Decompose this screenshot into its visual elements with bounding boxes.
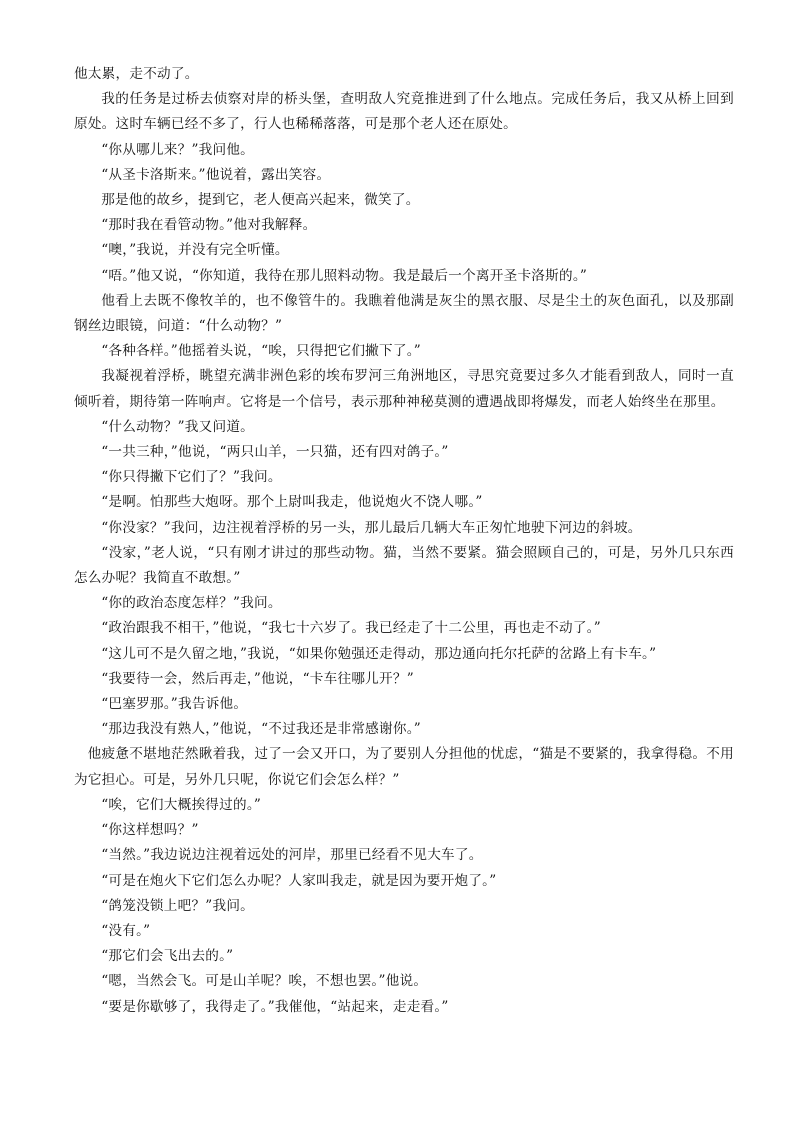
paragraph: “唔。”他又说，“你知道，我待在那儿照料动物。我是最后一个离开圣卡洛斯的。” bbox=[101, 267, 588, 284]
paragraph: “那时我在看管动物。”他对我解释。 bbox=[101, 217, 317, 234]
paragraph: “当然。”我边说边注视着远处的河岸，那里已经看不见大车了。 bbox=[101, 847, 483, 864]
paragraph: “那它们会飞出去的。” bbox=[101, 948, 234, 965]
paragraph: “没家，”老人说，“只有刚才讲过的那些动物。猫，当然不要紧。猫会照顾自己的，可是，另外几只东西怎么办呢？我简直不敢想。” bbox=[74, 544, 734, 587]
paragraph: “要是你歇够了，我得走了。”我催他，“站起来，走走看。” bbox=[101, 998, 449, 1015]
paragraph: “是啊。怕那些大炮呀。那个上尉叫我走，他说炮火不饶人哪。” bbox=[101, 494, 483, 511]
paragraph: “巴塞罗那。”我告诉他。 bbox=[101, 696, 248, 713]
paragraph: 他看上去既不像牧羊的，也不像管牛的。我瞧着他满是灰尘的黑衣服、尽是尘土的灰色面孔，以及那副钢丝边眼镜，问道：“什么动物？” bbox=[74, 292, 734, 335]
paragraph: “一共三种，”他说，“两只山羊，一只猫，还有四对鸽子。” bbox=[101, 444, 449, 461]
paragraph: 他疲惫不堪地茫然瞅着我，过了一会又开口，为了要别人分担他的忧虑，“猫是不要紧的，我拿得稳。不用为它担心。可是，另外几只呢，你说它们会怎么样？” bbox=[74, 746, 734, 788]
paragraph: “从圣卡洛斯来。”他说着，露出笑容。 bbox=[101, 166, 331, 183]
paragraph: “你从哪儿来？”我问他。 bbox=[101, 141, 255, 158]
paragraph: “可是在炮火下它们怎么办呢？人家叫我走，就是因为要开炮了。” bbox=[101, 872, 497, 889]
paragraph: “我要待一会，然后再走，”他说，“卡车往哪儿开？” bbox=[101, 670, 414, 687]
paragraph: “那边我没有熟人，”他说，“不过我还是非常感谢你。” bbox=[101, 721, 421, 738]
paragraph: “这儿可不是久留之地，”我说，“如果你勉强还走得动，那边通向托尔托萨的岔路上有卡车。” bbox=[101, 645, 657, 662]
paragraph: 我凝视着浮桥，眺望充满非洲色彩的埃布罗河三角洲地区，寻思究竟要过多久才能看到敌人，同时一直倾听着，期待第一阵响声。它将是一个信号，表示那种神秘莫测的遭遇战即将爆发，而老人始终坐在那里。 bbox=[74, 368, 734, 410]
paragraph: “你这样想吗？” bbox=[101, 822, 199, 839]
paragraph: “你的政治态度怎样？”我问。 bbox=[101, 595, 282, 612]
paragraph: “什么动物？”我又问道。 bbox=[101, 418, 255, 435]
paragraph: “鸽笼没锁上吧？”我问。 bbox=[101, 897, 255, 914]
paragraph: 那是他的故乡，提到它，老人便高兴起来，微笑了。 bbox=[101, 192, 420, 209]
paragraph: “你没家？”我问，边注视着浮桥的另一头，那儿最后几辆大车正匆忙地驶下河边的斜坡。 bbox=[101, 519, 642, 536]
paragraph: “噢，”我说，并没有完全听懂。 bbox=[101, 242, 289, 259]
paragraph: 他太累，走不动了。 bbox=[74, 66, 199, 82]
paragraph: “嗯，当然会飞。可是山羊呢？唉，不想也罢。”他说。 bbox=[101, 973, 428, 990]
paragraph: “政治跟我不相干，”他说，“我七十六岁了。我已经走了十二公里，再也走不动了。” bbox=[101, 620, 601, 637]
paragraph: “你只得撇下它们了？”我问。 bbox=[101, 469, 282, 486]
paragraph: “各种各样。”他摇着头说，“唉，只得把它们撇下了。” bbox=[101, 343, 421, 360]
body-text bbox=[74, 62, 734, 1020]
paragraph: 我的任务是过桥去侦察对岸的桥头堡，查明敌人究竟推进到了什么地点。完成任务后，我又从桥上回到原处。这时车辆已经不多了，行人也稀稀落落，可是那个老人还在原处。 bbox=[74, 91, 734, 133]
paragraph: “唉，它们大概挨得过的。” bbox=[101, 796, 262, 813]
paragraph: “没有。” bbox=[101, 922, 151, 939]
